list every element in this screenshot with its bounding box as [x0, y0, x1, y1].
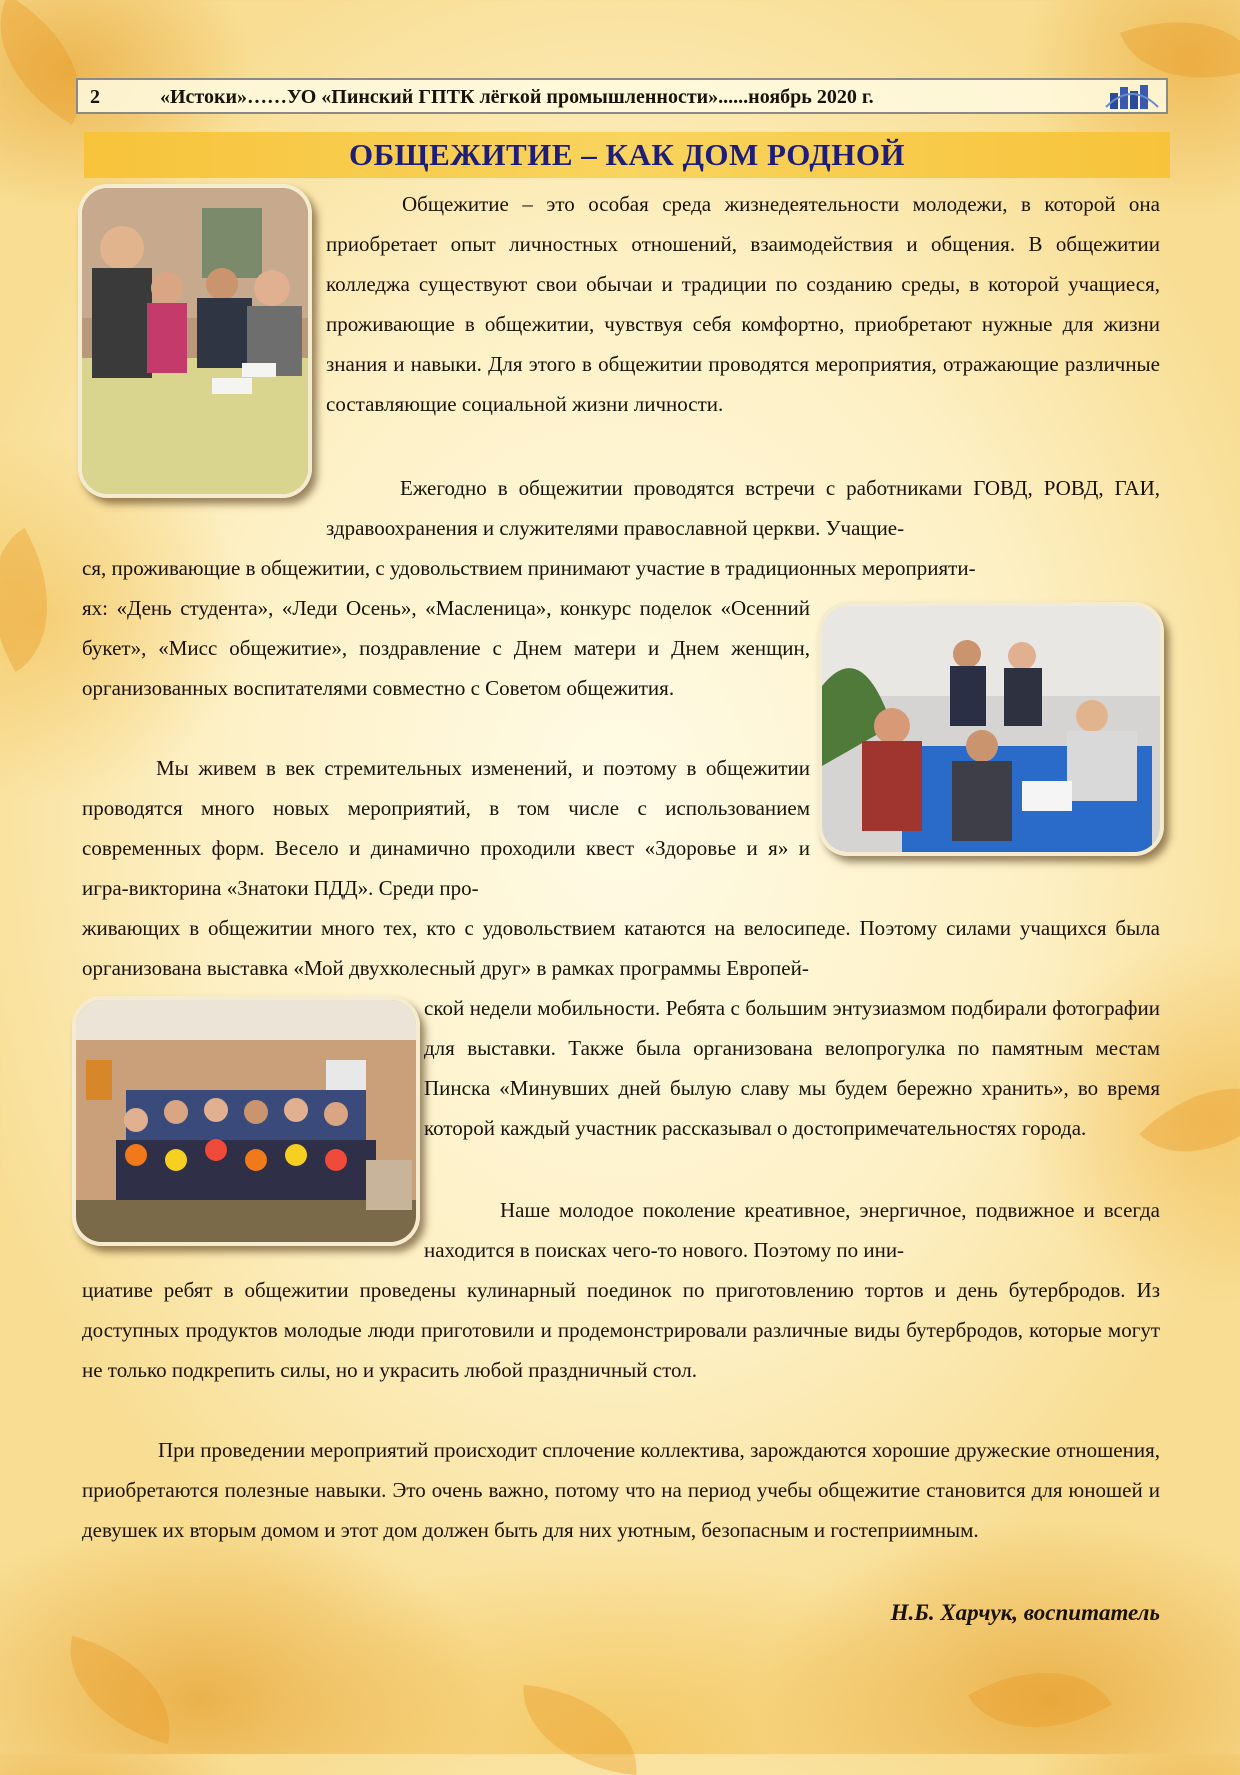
paragraph-creative-part2: циативе ребят в общежитии проведены кулинарный поединок по приготовлению тортов и день бутербродов. Из доступных продуктов молодые люди приготовили и продемонстрировали различные виды бутербродов, которые могут не только подкрепить силы, но и украсить любой праздничный стол. [82, 1278, 1160, 1382]
paragraph-meetings-part2: ся, проживающие в общежитии, с удовольствием принимают участие в традиционных мероприяти- [82, 556, 976, 580]
article-title: ОБЩЕЖИТИЕ – КАК ДОМ РОДНОЙ [348, 137, 906, 172]
paragraph-new-events-part3: ской недели мобильности. Ребята с большим энтузиазмом подбирали фотографии для выставки. Также была организована велопрогулка по памятным местам Пинска «Минувших дней былую славу мы будем бережно хранить», во время которой каждый участник рассказывал о достопримечательностях города. [424, 996, 1160, 1140]
paragraph-conclusion: При проведении мероприятий происходит сплочение коллектива, зарождаются хорошие дружеские отношения, приобретаются полезные навыки. Это очень важно, потому что на период учебы общежитие становится для юношей и девушек их вторым домом и этот дом должен быть для них уютным, безопасным и гостеприимным. [82, 1438, 1160, 1542]
decorative-leaf [0, 528, 85, 672]
photo-students-at-table [78, 184, 312, 498]
paragraph-meetings-part1: Ежегодно в общежитии проводятся встречи с работниками ГОВД, РОВД, ГАИ, здравоохранения и служителями православной церкви. Учащие- [326, 476, 1160, 540]
college-logo-icon [1104, 81, 1160, 111]
running-header [76, 78, 1168, 114]
page-number: 2 [90, 86, 100, 108]
running-head-text: «Истоки»……УО «Пинский ГПТК лёгкой промышленности»......ноябрь 2020 г. [160, 86, 874, 108]
photo-quiz-at-blue-table [818, 602, 1164, 856]
paragraph-new-events-part1: Мы живем в век стремительных изменений, и поэтому в общежитии проводятся много новых мероприятий, в том числе с использованием современных форм. Весело и динамично проходили квест «Здоровье и я» и игра-викторина «Знатоки ПДД». Среди про- [82, 756, 810, 900]
article-title-bar [84, 132, 1170, 178]
decorative-leaf [968, 1635, 1112, 1764]
photo-group-with-balloons [72, 996, 420, 1246]
paragraph-intro: Общежитие – это особая среда жизнедеятельности молодежи, в которой она приобретает опыт личностных отношений, взаимодействия и общения. В общежитии колледжа существуют свои обычаи и традиции по созданию среды, в которой учащиеся, проживающие в общежитии, чувствуя себя комфортно, приобретают нужные для жизни знания и навыки. Для этого в общежитии проводятся мероприятия, отражающие различные составляющие социальной жизни личности. [326, 192, 1160, 416]
decorative-leaf [52, 1636, 189, 1744]
paragraph-creative-part1: Наше молодое поколение креативное, энергичное, подвижное и всегда находится в поисках чего-то нового. Поэтому по ини- [424, 1198, 1160, 1262]
paragraph-new-events-part2: живающих в общежитии много тех, кто с удовольствием катаются на велосипеде. Поэтому силами учащихся была организована выставка «Мой двухколесный друг» в рамках программы Европей- [82, 916, 1160, 980]
paragraph-meetings-part3: ях: «День студента», «Леди Осень», «Масленица», конкурс поделок «Осенний букет», «Мисс общежитие», поздравление с Днем матери и Днем женщин, организованных воспитателями совместно с Советом общежития. [82, 596, 810, 700]
decorative-leaf [517, 1685, 644, 1775]
author-signature: Н.Б. Харчук, воспитатель [890, 1600, 1160, 1625]
